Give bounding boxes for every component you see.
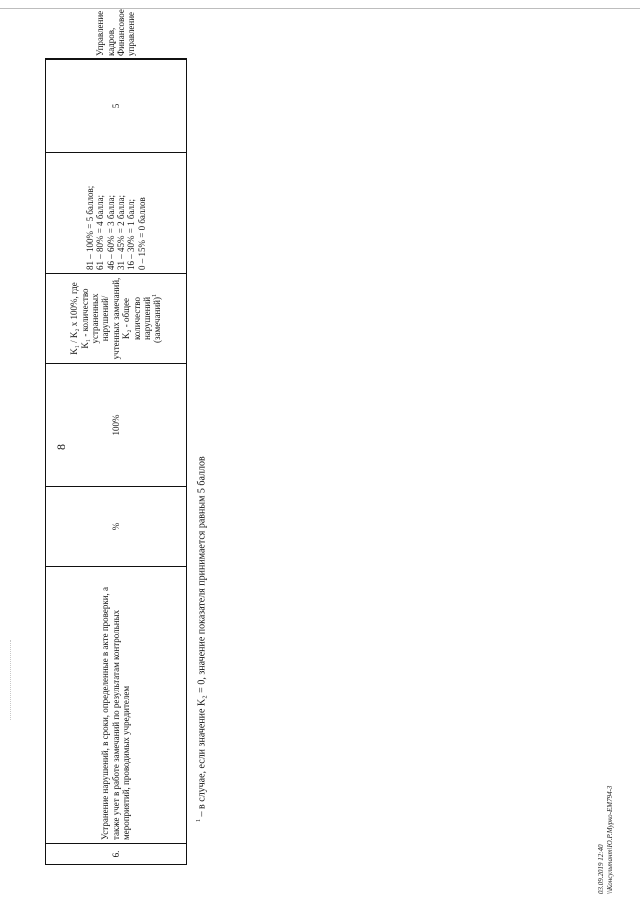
scale-line: 16 – 30% = 1 балл; <box>126 199 137 270</box>
page-number: 8 <box>54 444 68 450</box>
responsible-unit: Управление кадров, Финансовое управление <box>46 59 187 60</box>
unit-of-measure: % <box>46 487 187 567</box>
method-text: K₁ / K₂ x 100%, где K₁ - количество устраненных нарушений/ учтенных замечаний, K₂ - общее количество нарушений (замечаний) <box>69 277 163 360</box>
table-row <box>46 59 187 865</box>
scoring-scale <box>46 153 187 274</box>
scale-line: 81 – 100% = 5 баллов; <box>84 185 95 270</box>
scale-line: 31 – 45% = 2 балла; <box>116 195 126 270</box>
scale-line: 61 – 80% = 4 балла; <box>95 195 106 270</box>
scale-line: 46 – 60% = 3 балла; <box>105 195 116 270</box>
footnote-mark: 1 <box>196 819 202 822</box>
calculation-method <box>46 274 187 364</box>
footnote-text: – в случае, если значение K₂ = 0, значение показателя принимается равным 5 баллов <box>196 456 208 819</box>
stamp-datetime: 03.09.2019 12:40 <box>597 844 605 894</box>
print-stamp <box>597 786 615 894</box>
indicator-name: Устранение нарушений, в сроки, определенные в акте проверки, а также учет в работе замечаний по результатам контрольных мероприятий, проводимых учредителем <box>46 567 187 844</box>
max-score: 5 <box>46 60 187 153</box>
method-footnote-mark: 1 <box>152 294 159 298</box>
row-number: 6. <box>46 844 187 865</box>
indicator-table <box>45 9 187 865</box>
scale-line: 0 – 15% = 0 баллов <box>136 197 147 270</box>
footnote <box>196 456 207 822</box>
target-value: 100% <box>46 364 187 487</box>
stamp-path: \\Консультант\Ю.Р.Мурко-ЕМ794-3 <box>606 785 615 894</box>
